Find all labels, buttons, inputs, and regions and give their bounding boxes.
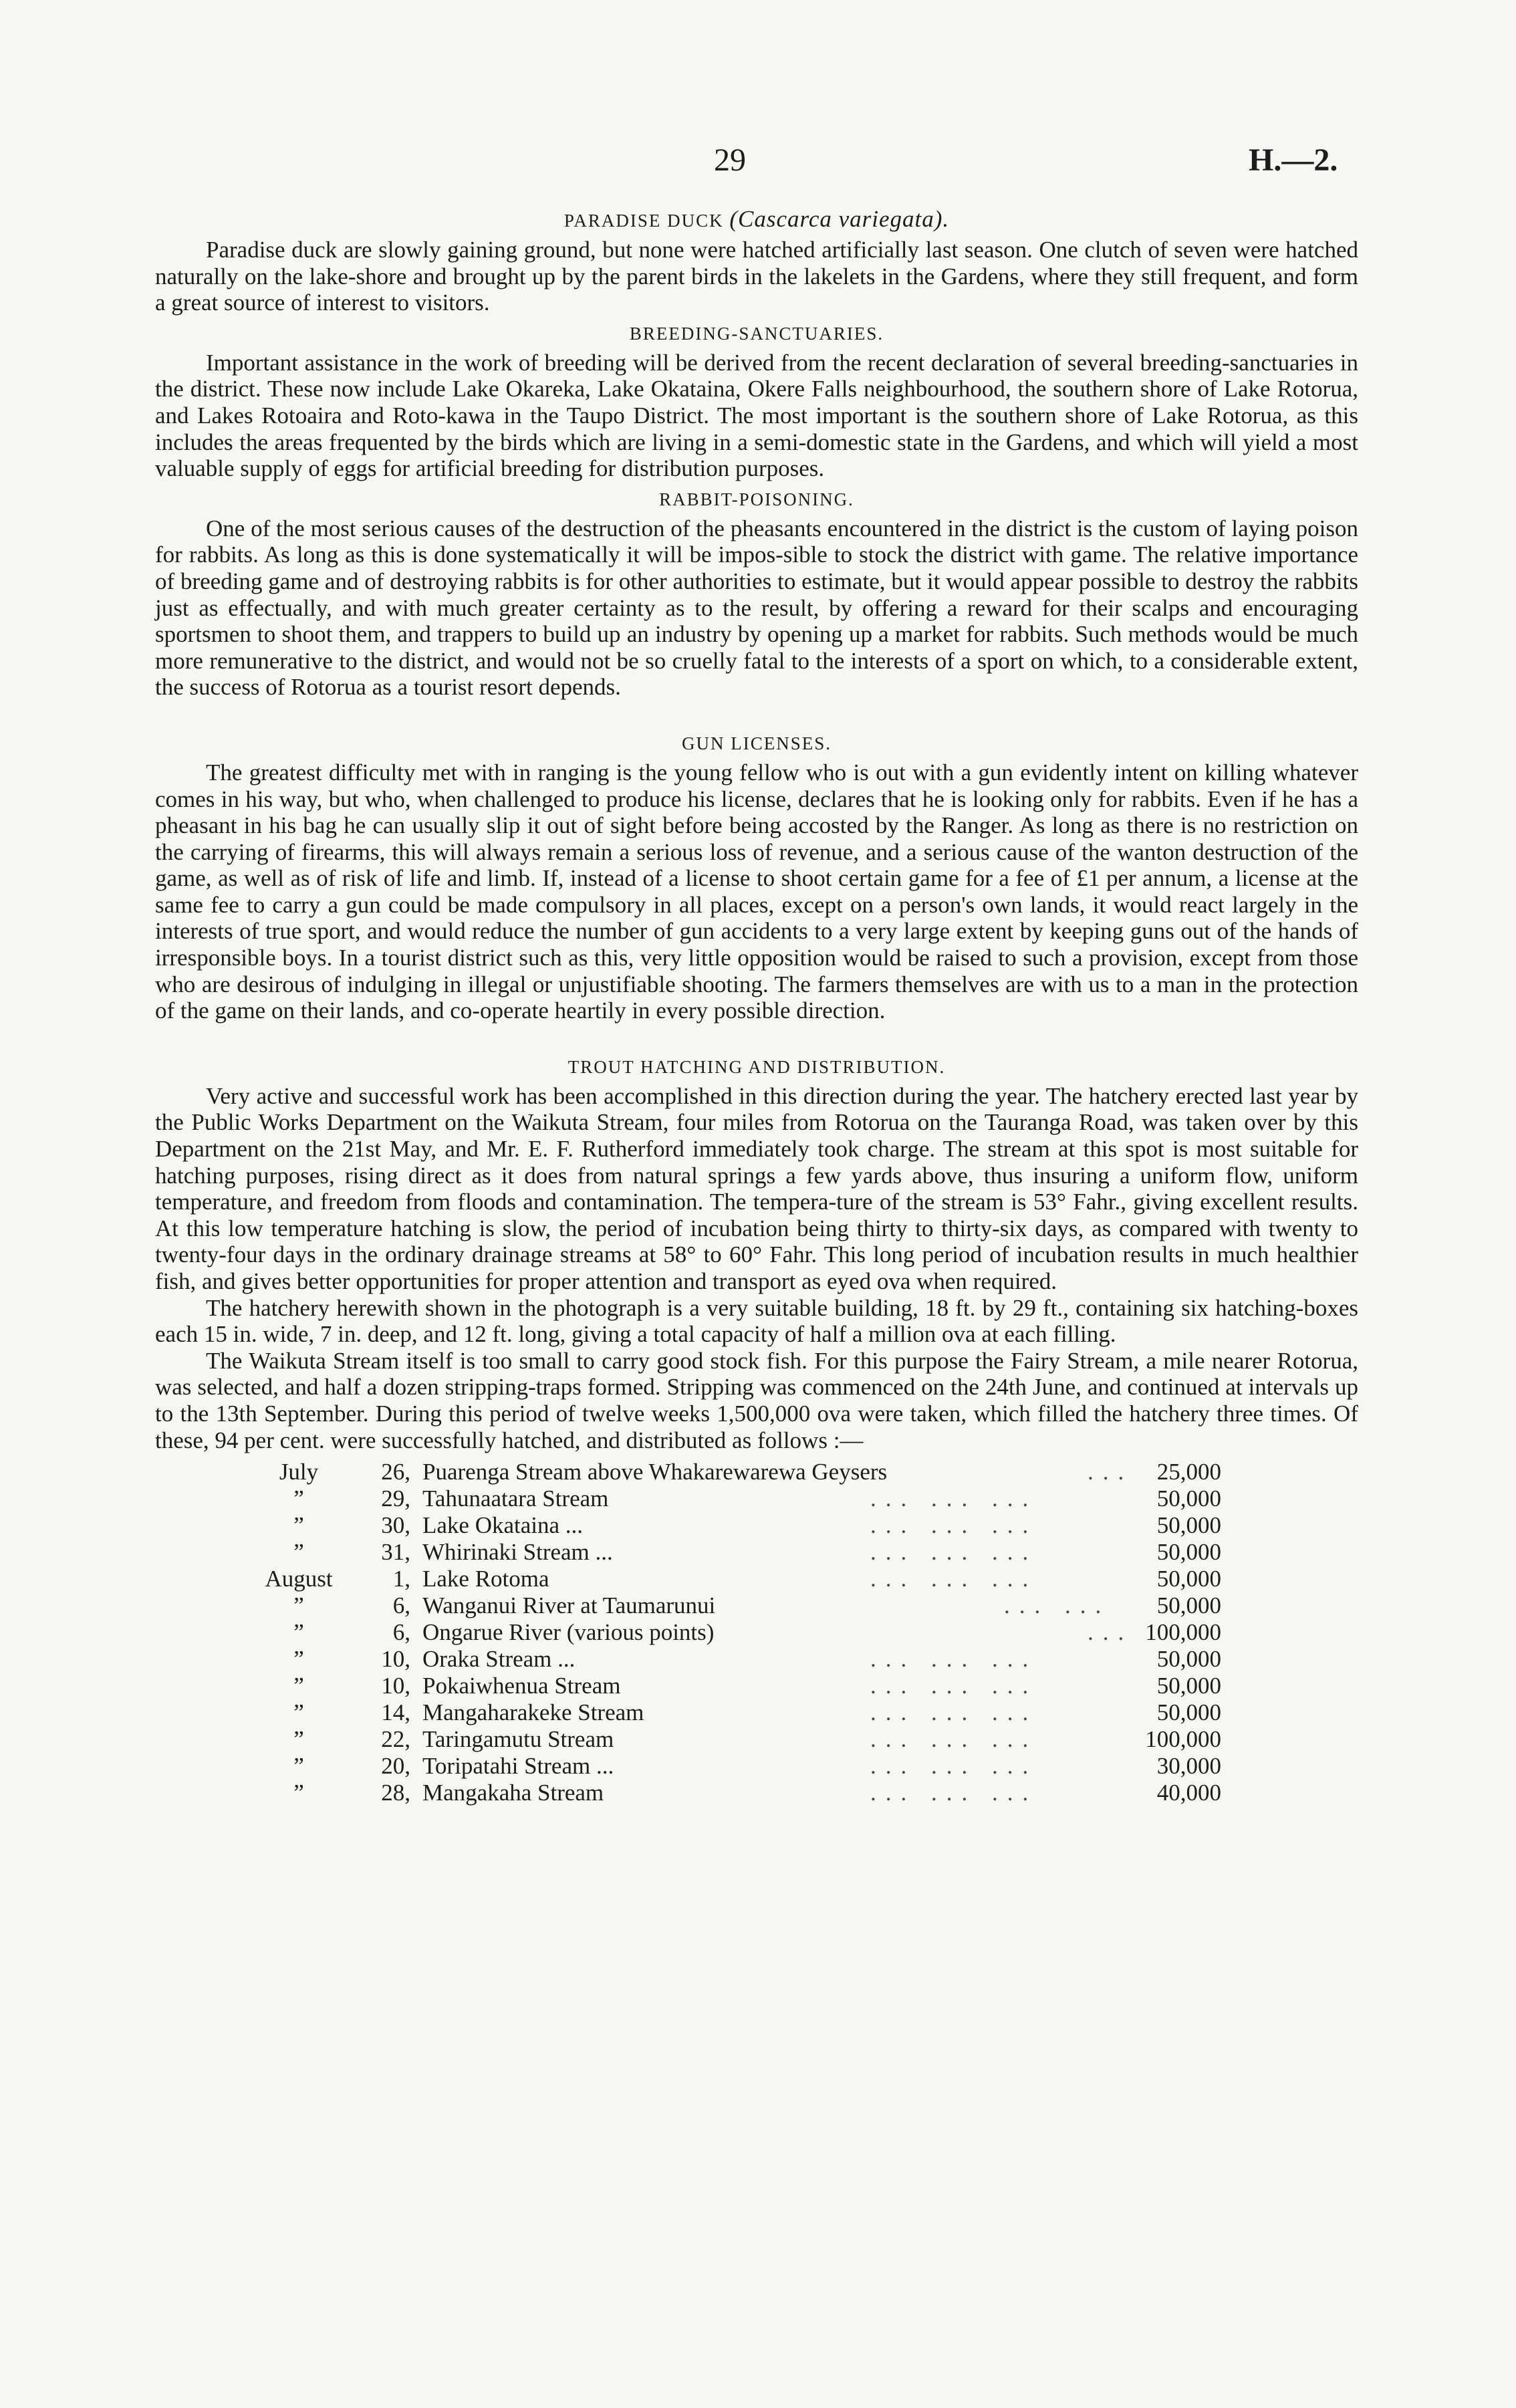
day-cell: 14, — [381, 1699, 410, 1726]
paragraph: One of the most serious causes of the destruction of the pheasants encountered in the district is the custom of laying poison for rabbits. As long as this is done systematically it will be impos-sible to stock the district with game. The relative importance of breeding game and of destroying rabbits is for other authorities to estimate, but it would appear possible to destroy the rabbits just as effectually, and with much greater certainty as to the result, by offering a reward for their scalps and encouraging sportsmen to shoot them, and trappers to build up an industry by opening up a market for rabbits. Such methods would be much more remunerative to the district, and would not be so cruelly fatal to the interests of a sport on which, to a considerable extent, the success of Rotorua as a tourist resort depends. — [155, 515, 1358, 701]
day-cell: 6, — [392, 1592, 410, 1619]
month-cell: ” — [293, 1646, 304, 1673]
quantity-cell: 50,000 — [1156, 1699, 1221, 1726]
leader-dots: ... ... ... — [870, 1673, 1038, 1699]
table-row — [255, 1592, 1358, 1619]
leader-dots: ... ... ... — [870, 1646, 1038, 1673]
day-cell: 26, — [381, 1459, 410, 1485]
leader-dots: ... ... ... — [870, 1539, 1038, 1566]
month-cell: ” — [293, 1512, 304, 1539]
distribution-table — [255, 1459, 1358, 1806]
quantity-cell: 40,000 — [1156, 1780, 1221, 1806]
leader-dots: ... ... — [1004, 1592, 1111, 1619]
day-cell: 31, — [381, 1539, 410, 1566]
place-cell: Wanganui River at Taumarunui — [422, 1592, 716, 1619]
month-cell: July — [279, 1459, 319, 1485]
table-row — [255, 1753, 1358, 1780]
paragraph: The Waikuta Stream itself is too small to carry good stock fish. For this purpose the Fairy Stream, a mile nearer Rotorua, was selected, and half a dozen stripping-traps formed. Stripping was commenced on the 24th June, and continued at intervals up to the 13th September. During this period of twelve weeks 1,500,000 ova were taken, which filled the hatchery three times. Of these, 94 per cent. were successfully hatched, and distributed as follows :— — [155, 1347, 1358, 1453]
month-cell: ” — [293, 1485, 304, 1512]
place-cell: Ongarue River (various points) — [422, 1619, 715, 1646]
place-cell: Mangakaha Stream — [422, 1780, 604, 1806]
leader-dots: ... ... ... — [870, 1699, 1038, 1726]
quantity-cell: 50,000 — [1156, 1646, 1221, 1673]
quantity-cell: 50,000 — [1156, 1539, 1221, 1566]
table-row — [255, 1780, 1358, 1806]
table-row — [255, 1726, 1358, 1753]
table-row — [255, 1619, 1358, 1646]
quantity-cell: 50,000 — [1156, 1592, 1221, 1619]
paragraph: Important assistance in the work of breeding will be derived from the recent declaration of several breeding-sanctuaries in the district. These now include Lake Okareka, Lake Okataina, Okere Falls neighbourhood, the southern shore of Lake Rotorua, and Lakes Rotoaira and Roto-kawa in the Taupo District. The most important is the southern shore of Lake Rotorua, as this includes the areas frequented by the birds which are living in a semi-domestic state in the Gardens, and which will yield a most valuable supply of eggs for artificial breeding for distribution purposes. — [155, 349, 1358, 482]
place-cell: Pokaiwhenua Stream — [422, 1673, 621, 1699]
month-cell: ” — [293, 1592, 304, 1619]
table-row — [255, 1459, 1358, 1485]
quantity-cell: 50,000 — [1156, 1673, 1221, 1699]
day-cell: 22, — [381, 1726, 410, 1753]
day-cell: 6, — [392, 1619, 410, 1646]
quantity-cell: 100,000 — [1145, 1619, 1221, 1646]
month-cell: ” — [293, 1726, 304, 1753]
section-heading-breeding: BREEDING-SANCTUARIES. — [629, 323, 884, 344]
day-cell: 30, — [381, 1512, 410, 1539]
month-cell: August — [265, 1566, 333, 1592]
table-row — [255, 1673, 1358, 1699]
month-cell: ” — [293, 1673, 304, 1699]
paragraph: Very active and successful work has been accomplished in this direction during the year. The hatchery erected last year by the Public Works Department on the Waikuta Stream, four miles from Rotorua on the Tauranga Road, was taken over by this Department on the 21st May, and Mr. E. F. Rutherford immediately took charge. The stream at this spot is most suitable for hatching purposes, rising direct as it does from natural springs a few yards above, thus insuring a uniform flow, uniform temperature, and freedom from floods and contamination. The tempera-ture of the stream is 53° Fahr., giving excellent results. At this low temperature hatching is slow, the period of incubation being thirty to thirty-six days, as compared with twenty to twenty-four days in the ordinary drainage streams at 58° to 60° Fahr. This long period of incubation results in much healthier fish, and gives better opportunities for proper attention and transport as eyed ova when required. — [155, 1082, 1358, 1294]
place-cell: Oraka Stream ... — [422, 1646, 576, 1673]
place-cell: Puarenga Stream above Whakarewarewa Geysers — [422, 1459, 888, 1485]
leader-dots: ... — [1088, 1619, 1134, 1646]
leader-dots: ... — [1088, 1459, 1134, 1485]
section-heading-rabbit: RABBIT-POISONING. — [659, 489, 854, 509]
page-number: 29 — [714, 142, 746, 178]
section-heading-paradise-duck — [155, 206, 1358, 234]
day-cell: 10, — [381, 1646, 410, 1673]
section-heading-gun: GUN LICENSES. — [681, 733, 832, 753]
place-cell: Lake Okataina ... — [422, 1512, 584, 1539]
paragraph: The greatest difficulty met with in ranging is the young fellow who is out with a gun evidently intent on killing whatever comes in his way, but who, when challenged to produce his license, declares that he is looking only for rabbits. Even if he has a pheasant in his bag he can usually slip it out of sight before being accosted by the Ranger. As long as there is no restriction on the carrying of firearms, this will always remain a serious loss of revenue, and a serious cause of the wanton destruction of the game, as well as of risk of life and limb. If, instead of a license to shoot certain game for a fee of £1 per annum, a license at the same fee to carry a gun could be made compulsory in all places, except on a person's own lands, it would react largely in the interests of true sport, and would reduce the number of gun accidents to a very large extent by keeping guns out of the hands of irresponsible boys. In a tourist district such as this, very little opposition would be raised to such a provision, except from those who are desirous of indulging in illegal or unjustifiable shooting. The farmers themselves are with us to a man in the protection of the game on their lands, and co-operate heartily in every possible direction. — [155, 759, 1358, 1024]
page-content — [155, 206, 1358, 1806]
paragraph: Paradise duck are slowly gaining ground, but none were hatched artificially last season. One clutch of seven were hatched naturally on the lake-shore and brought up by the parent birds in the lakelets in the Gardens, where they still frequent, and form a great source of interest to visitors. — [155, 237, 1358, 316]
leader-dots: ... ... ... — [870, 1485, 1038, 1512]
table-row — [255, 1485, 1358, 1512]
quantity-cell: 50,000 — [1156, 1485, 1221, 1512]
leader-dots: ... ... ... — [870, 1566, 1038, 1592]
section-heading-trout: TROUT HATCHING AND DISTRIBUTION. — [567, 1056, 946, 1077]
table-row — [255, 1566, 1358, 1592]
leader-dots: ... ... ... — [870, 1512, 1038, 1539]
month-cell: ” — [293, 1619, 304, 1646]
place-cell: Taringamutu Stream — [422, 1726, 614, 1753]
month-cell: ” — [293, 1780, 304, 1806]
quantity-cell: 50,000 — [1156, 1566, 1221, 1592]
place-cell: Toripatahi Stream ... — [422, 1753, 614, 1780]
month-cell: ” — [293, 1539, 304, 1566]
day-cell: 28, — [381, 1780, 410, 1806]
quantity-cell: 25,000 — [1156, 1459, 1221, 1485]
quantity-cell: 100,000 — [1145, 1726, 1221, 1753]
table-row — [255, 1512, 1358, 1539]
table-row — [255, 1699, 1358, 1726]
quantity-cell: 50,000 — [1156, 1512, 1221, 1539]
table-row — [255, 1539, 1358, 1566]
latin-name: (Cascarca variegata). — [729, 206, 950, 232]
day-cell: 1, — [392, 1566, 410, 1592]
day-cell: 29, — [381, 1485, 410, 1512]
month-cell: ” — [293, 1753, 304, 1780]
day-cell: 10, — [381, 1673, 410, 1699]
table-row — [255, 1646, 1358, 1673]
place-cell: Tahunaatara Stream — [422, 1485, 609, 1512]
month-cell: ” — [293, 1699, 304, 1726]
leader-dots: ... ... ... — [870, 1753, 1038, 1780]
leader-dots: ... ... ... — [870, 1780, 1038, 1806]
place-cell: Whirinaki Stream ... — [422, 1539, 613, 1566]
leader-dots: ... ... ... — [870, 1726, 1038, 1753]
quantity-cell: 30,000 — [1156, 1753, 1221, 1780]
place-cell: Mangaharakeke Stream — [422, 1699, 644, 1726]
day-cell: 20, — [381, 1753, 410, 1780]
document-reference: H.—2. — [1249, 142, 1338, 178]
section-title: PARADISE DUCK — [563, 211, 724, 231]
place-cell: Lake Rotoma — [422, 1566, 549, 1592]
paragraph: The hatchery herewith shown in the photograph is a very suitable building, 18 ft. by 29 ft., containing six hatching-boxes each 15 in. wide, 7 in. deep, and 12 ft. long, giving a total capacity of half a million ova at each filling. — [155, 1294, 1358, 1348]
